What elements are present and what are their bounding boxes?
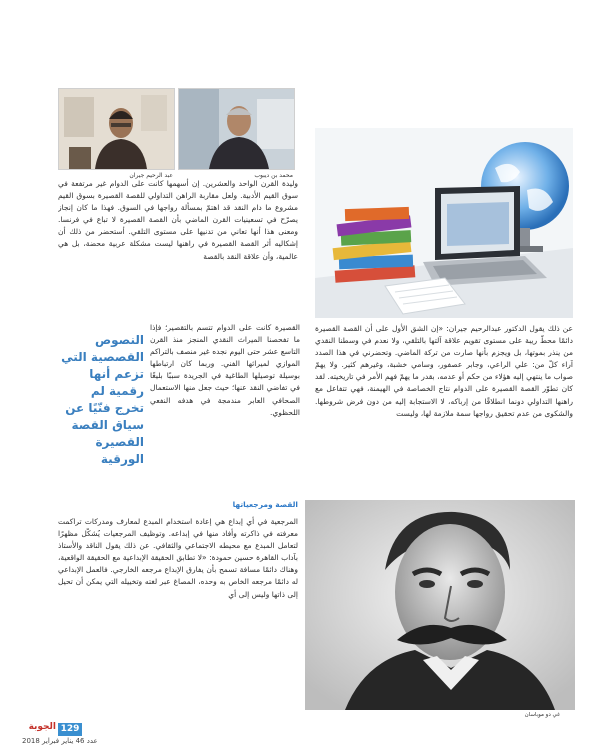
- page-number-badge: [58, 723, 82, 736]
- page-number: 129: [60, 724, 80, 734]
- left-column-lower-text: [150, 322, 300, 487]
- caption-maupassant: غي دو موباسان: [524, 712, 560, 718]
- paragraph: القصيرة كانت على الدوام تتسم بالتقصير؛ فإذا ما تفحصنا الميراث النقدي المنجز منذ القرن التاسع عشر حتى اليوم نجده غير منصف بالتراكم الموازي لميراثها الفني. وربما كان ارتباطها بوسيلة توصيلها الطاغية في الجريدة سببًا بليغًا في تفاضي النقد عنها؛ حيث جعل منها الاستعمال الصحافي العابر مندمجة في هدفه النفعي اللحظوي.: [150, 323, 300, 417]
- paragraph: وليدة القرن الواحد والعشرين. إن أسهمها كانت على الدوام غير مرتفعة في سوق القيم الأدبية. ولعل مقاربة الراهن التداولي للقصة القصيرة بسوق القيم مشروع ما دام النقد قد اهتمّ بمسألة رواجها في السوق. فهذا ما كان إنجاز يصرّح في تسعينيات القرن الماضي بأن القصة القصيرة لا تباع في فرنسا. ومعنى هذا أنها تعاني من تدنيها على مستوى التلقي. أستحضر من ذلك أن إشكاليه أثر القصة القصيرة في راهنها ليست مشكلة عربية محضة، بل هي عالمية، وأن علاقة النقد بالقصة: [58, 179, 298, 261]
- left-column-upper-text: [58, 178, 298, 311]
- maupassant-portrait-photo: [305, 500, 575, 710]
- issue-date-text: عدد 46 يناير فبراير 2018: [22, 737, 98, 745]
- caption-bendiboub: محمد بن ديبوب: [254, 172, 293, 179]
- portrait-benddiboub-photo: [178, 88, 295, 170]
- portrait-jiran-photo: [58, 88, 175, 170]
- pull-quote: النصوص القصصية التي تزعم أنها رقمية لم تخرج فنّيًا عن سياق القصة القصيرة الورقية: [61, 333, 144, 466]
- paragraph: المرجعية في أي إبداع هي إعادة استخدام المبدع لمعارف ومدركات تراكمت معرفته في ذاكرته وأفاد منها في إبداعه. وتوظيف المرجعيات يُشكّل مظهرًا لتعامل المبدع مع محيطه الاجتماعي والثقافي. عن ذلك يقول الناقد والأستاذ بآداب القاهرة حسين حمودة: «لا تطابق الحقيقة الإبداعية مع الحقيقة الواقعية، وهناك دائمًا مسافة تسمح بأن يفارق الإبداع مرجعه الخارجي. فالعمل الإبداعي له دائمًا مرجعه الخاص به وحده، المصاغ عبر لغته وتخييله التي يمكن أن تحيل إلى ذاتها وليس إلى أي: [58, 517, 298, 599]
- paragraph: عن ذلك يقول الدكتور عبدالرحيم جيران: «إن الشق الأول على أن القصة القصيرة دائمًا محطّ ريبة على مستوى تقويم علاقة آلتها بالتلقي، ولا نعدم في وسطنا النقدي من ينذر بموتها، بل ويجزم بأنها صارت من تركة الماضي. وتحضرني في هذا الصدد آراء كلّ من: علي الراعي، وجابر عصفور، وسامي خشبة، وغيرهم كثير. ولا يهمّ صواب ما ينتهي إليه هؤلاء من حكم أو عدمه، بقدر ما يهمّ فهم الأمر في تاريخيته. لقد كان تطوّر القصة القصيرة على الدوام نتاج الخصاصة في الهيمنة، فهي تتفاعل مع راهنها التداولي دونما انطلاقًا من إرباكه، لا الاستجابة إليه من دون فرض شروطها. والشكوى من عدم تحقيق رواجها سمة ملازمة لها، وليست: [315, 324, 573, 418]
- right-column-middle-text: [315, 323, 573, 495]
- section-body-text: [58, 516, 298, 706]
- caption-jiran: عبد الرحيم جيران: [129, 172, 173, 179]
- books-laptop-globe-photo: [315, 128, 573, 318]
- magazine-logo: الجوبة: [28, 722, 56, 732]
- section-subheading: القصة ومرجعياتها: [232, 500, 298, 509]
